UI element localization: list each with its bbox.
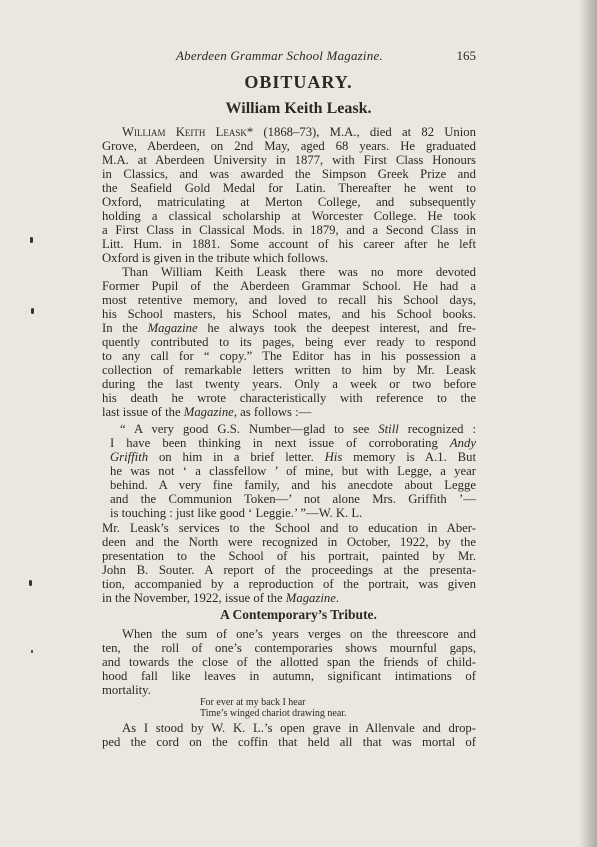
body-line: Than William Keith Leask there was no more devoted: [122, 265, 476, 279]
body-line: tion, accompanied by a reproduction of the portrait, was given: [102, 577, 476, 591]
body-line: last issue of the Magazine, as follows :—: [102, 405, 312, 419]
body-line: holding a classical scholarship at Worcester College. He took: [102, 209, 476, 223]
body-line: quently contributed to its pages, being ever ready to respond: [102, 335, 476, 349]
quote-line: “ A very good G.S. Number—glad to see Still recognized :: [120, 422, 476, 436]
verse-line: For ever at my back I hear: [200, 697, 306, 708]
page-edge-shadow: [579, 0, 597, 847]
body-line: a First Class in Classical Mods. in 1879, and a Second Class in: [102, 223, 476, 237]
body-line: presentation to the School of his portrait, painted by Mr.: [102, 549, 476, 563]
page-number: 165: [456, 48, 476, 63]
verse-line: Time’s winged chariot drawing near.: [200, 708, 347, 719]
body-line: during the last twenty years. Only a week or two before: [102, 377, 476, 391]
section-heading-tribute: A Contemporary’s Tribute.: [220, 607, 377, 622]
tribute-line: mortality.: [102, 683, 151, 697]
tribute-line: ten, the roll of one’s contemporaries shows mournful gaps,: [102, 641, 476, 655]
margin-mark: [30, 237, 33, 243]
body-line: to any call for “ copy.” The Editor has in his possession a: [102, 349, 476, 363]
running-header: [176, 48, 476, 64]
quote-line: behind. A very fine family, and his anecdote about Legge: [110, 478, 476, 492]
tribute-line: As I stood by W. K. L.’s open grave in Allenvale and drop-: [122, 721, 476, 735]
obituary-subject-name: William Keith Leask.: [225, 100, 372, 117]
body-line: in the November, 1922, issue of the Magazine.: [102, 591, 339, 605]
body-line: collection of remarkable letters written to him by Mr. Leask: [102, 363, 476, 377]
quote-line: and the Communion Token—’ not alone Mrs. Griffith ’—: [110, 492, 476, 506]
body-line: his School masters, his School mates, and his School books.: [102, 307, 476, 321]
magazine-title: Aberdeen Grammar School Magazine.: [176, 48, 383, 63]
tribute-line: When the sum of one’s years verges on the threescore and: [122, 627, 476, 641]
body-line: the Seafield Gold Medal for Latin. Thereafter he went to: [102, 181, 476, 195]
body-line: Litt. Hum. in 1881. Some account of his career after he left: [102, 237, 476, 251]
body-line: In the Magazine he always took the deepest interest, and fre-: [102, 321, 476, 335]
margin-mark: [31, 308, 34, 314]
tribute-line: ped the cord on the coffin that held all that was mortal of: [102, 735, 476, 749]
quote-line: is touching : just like good ‘ Leggie.’ ”—W. K. L.: [110, 506, 363, 520]
body-line: Grove, Aberdeen, on 2nd May, aged 68 years. He graduated: [102, 139, 476, 153]
body-line: his death he wrote characteristically with reference to the: [102, 391, 476, 405]
body-line: M.A. at Aberdeen University in 1877, with First Class Honours: [102, 153, 476, 167]
body-line: Mr. Leask’s services to the School and to education in Aber-: [102, 521, 476, 535]
body-line: John B. Souter. A report of the proceedings at the presenta-: [102, 563, 476, 577]
margin-mark: [31, 650, 33, 653]
tribute-line: and towards the close of the allotted span the friends of child-: [102, 655, 476, 669]
quote-line: he was not ‘ a classfellow ’ of mine, but with Legge, a year: [110, 464, 476, 478]
body-line: in Classics, and was awarded the Simpson Greek Prize and: [102, 167, 476, 181]
quote-line: Griffith on him in a brief letter. His memory is A.1. But: [110, 450, 476, 464]
quote-line: I have been thinking in next issue of corroborating Andy: [110, 436, 476, 450]
tribute-line: hood fall like leaves in autumn, significant intimations of: [102, 669, 476, 683]
body-line: deen and the North were recognized in October, 1922, by the: [102, 535, 476, 549]
section-heading-obituary: OBITUARY.: [244, 72, 353, 92]
margin-mark: [29, 580, 32, 586]
body-line: Former Pupil of the Aberdeen Grammar School. He had a: [102, 279, 476, 293]
body-line: Oxford, matriculating at Merton College, and subsequently: [102, 195, 476, 209]
body-line: William Keith Leask* (1868–73), M.A., died at 82 Union: [122, 125, 476, 139]
body-line: Oxford is given in the tribute which follows.: [102, 251, 329, 265]
body-line: most retentive memory, and loved to recall his School days,: [102, 293, 476, 307]
